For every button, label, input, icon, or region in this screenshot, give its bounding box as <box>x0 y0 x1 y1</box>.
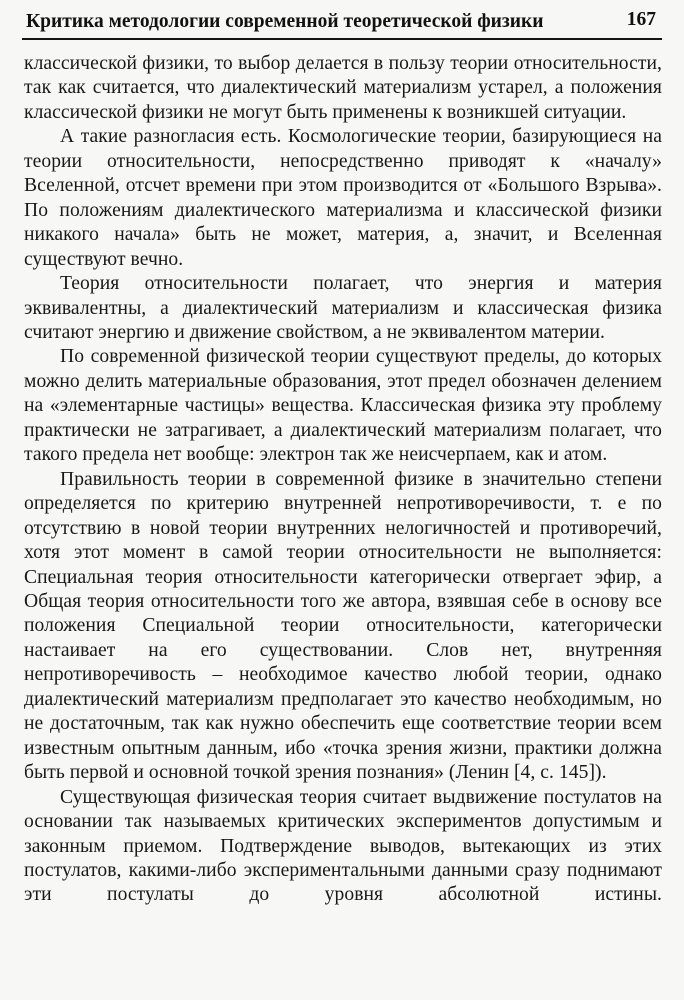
paragraph-continuation: классической физики, то выбор делается в пользу теории относительности, так как считается, что диалектический материализм устарел, а положения классической физики не могут быть применены к возникшей ситуации. <box>24 53 662 123</box>
paragraph-limits-of-division: По современной физической теории существуют пределы, до которых можно делить материальные образования, этот предел обозначен делением на «элементарные частицы» вещества. Классическая физика эту проблему практически не затрагивает, а диалектический материализм полагает, что такого предела нет вообще: электрон так же неисчерпаем, как и атом. <box>24 346 662 466</box>
paragraph-internal-consistency: Правильность теории в современной физике в значительно степени определяется по критерию внутренней непротиворечивости, т. е по отсутствию в новой теории внутренних нелогичностей и противоречий, хотя этот момент в самой теории относительности не выполняется: Специальная теория относительности категорически отвергает эфир, а Общая теория относительности того же автора, взявшая себе в основу все положения Специальной теории относительности, категорически настаивает на его существовании. Слов нет, внутренняя непротиворечивость – необходимое качество любой теории, однако диалектический материализм предполагает это качество необходимым, но не достаточным, так как нужно обеспечить еще соответствие теории всем известным опытным данным, ибо «точка зрения жизни, практики должна быть первой и основной точкой зрения познания» (Ленин [4, с. 145]). <box>24 468 662 784</box>
paragraph-postulates: Существующая физическая теория считает выдвижение постулатов на основании так называемых критических экспериментов допустимым и законным приемом. Подтверждение выводов, вытекающих из этих постулатов, какими-либо экспериментальными данными сразу поднимают эти постулаты до уровня абсолютной истины. <box>24 786 662 906</box>
page-number: 167 <box>626 9 656 30</box>
body-text <box>24 52 662 992</box>
paragraph-disagreements: А такие разногласия есть. Космологические теории, базирующиеся на теории относительности, непосредственно приводят к «началу» Вселенной, отсчет времени при этом производится от «Большого Взрыва». По положениям диалектического материализма и классической физики никакого начала» быть не может, материя, а, значит, и Вселенная существуют вечно. <box>24 126 662 270</box>
running-title: Критика методологии современной теоретической физики <box>26 11 544 32</box>
running-header <box>26 8 660 36</box>
paragraph-energy-matter: Теория относительности полагает, что энергия и материя эквивалентны, а диалектический материализм и классическая физика считают энергию и движение свойством, а не эквивалентом материи. <box>24 273 662 343</box>
header-rule <box>22 38 662 40</box>
